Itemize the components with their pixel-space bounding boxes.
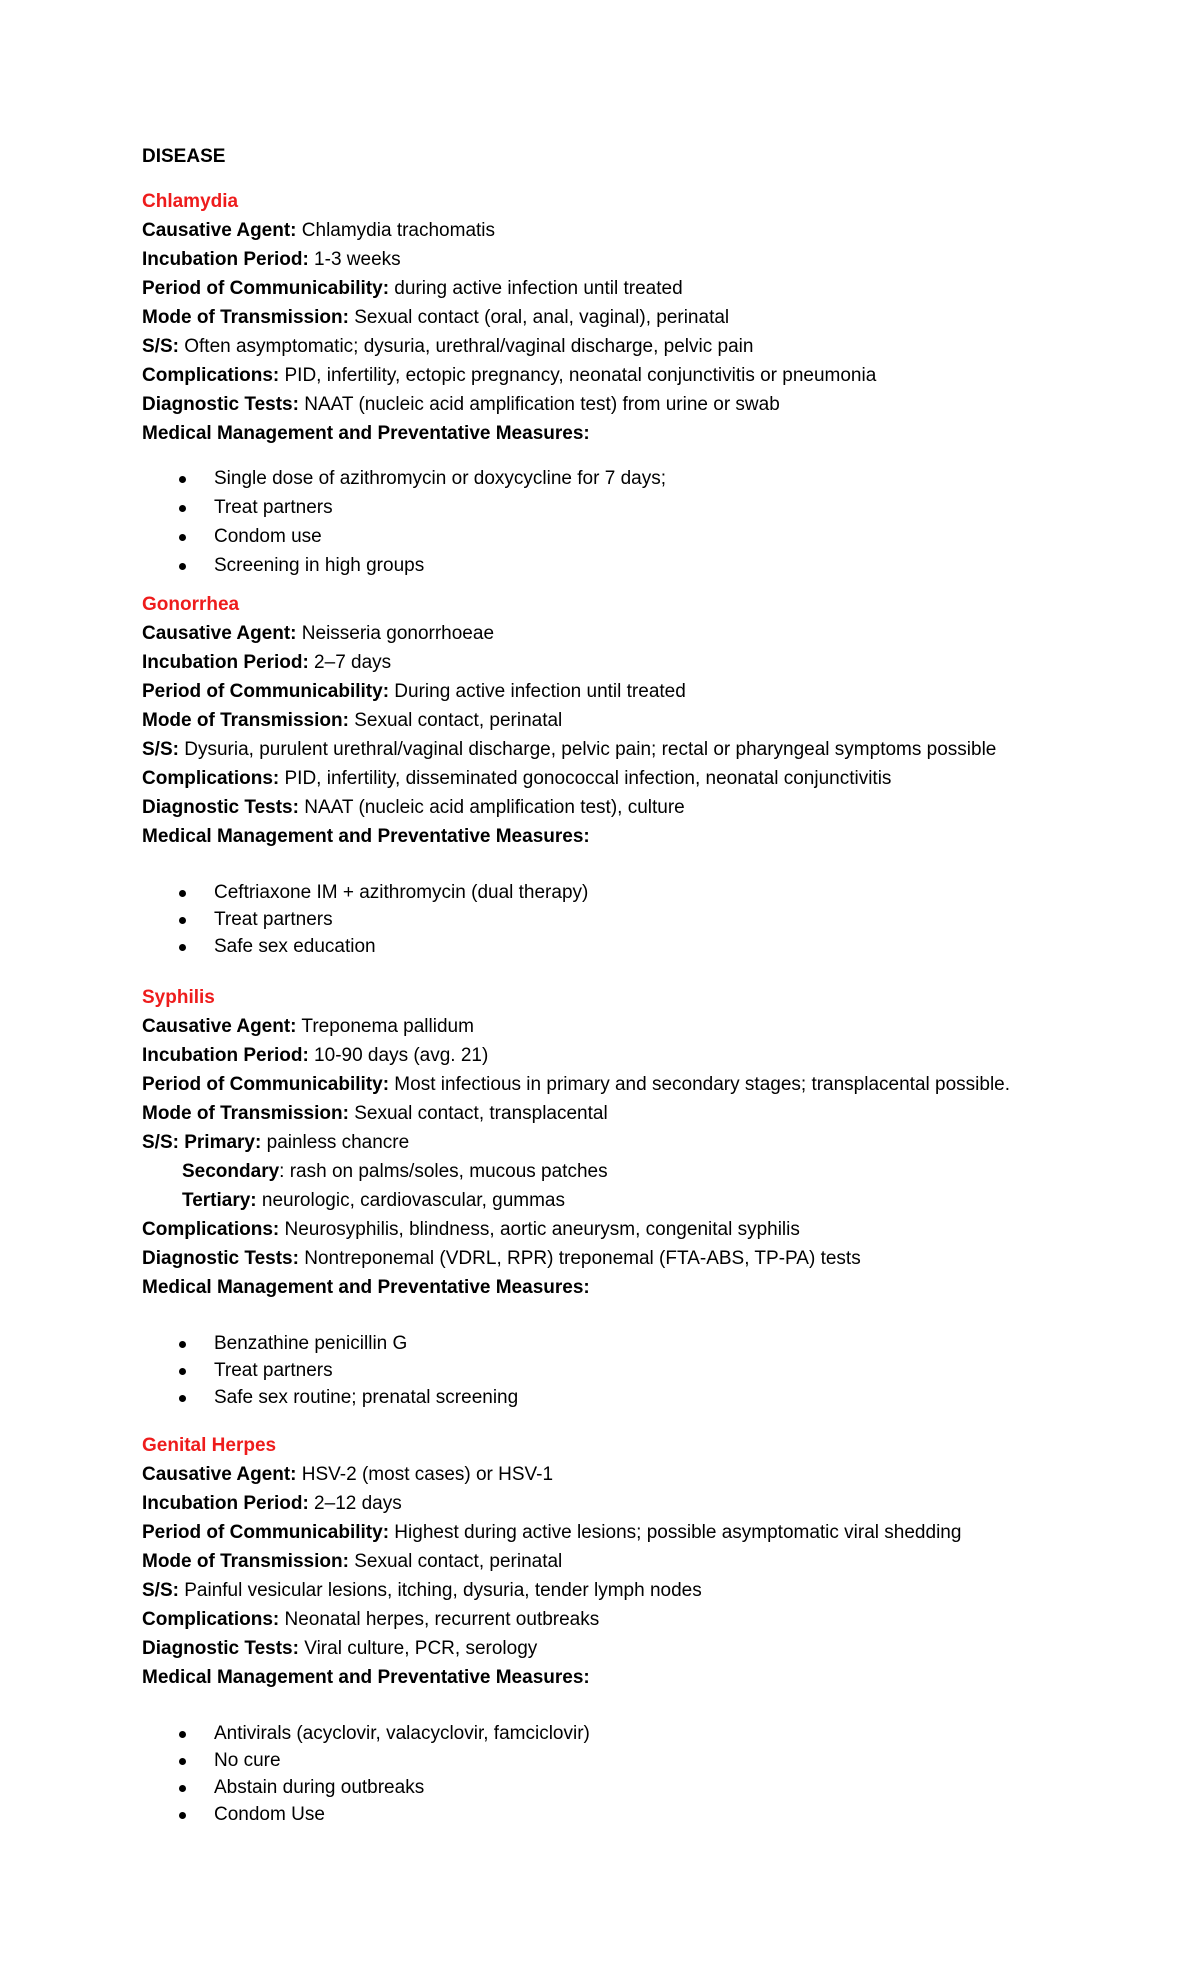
field-value: Often asymptomatic; dysuria, urethral/vaginal discharge, pelvic pain bbox=[178, 336, 754, 357]
diagnostic-tests-line bbox=[142, 390, 1142, 419]
list-item-text: Ceftriaxone IM + azithromycin (dual therapy) bbox=[214, 882, 589, 903]
field-label: Period of Communicability: bbox=[142, 1522, 390, 1543]
signs-symptoms-line bbox=[142, 332, 1142, 361]
field-label: Period of Communicability: bbox=[142, 681, 390, 702]
incubation-period-line bbox=[142, 648, 1142, 677]
field-label: Medical Management and Preventative Measures: bbox=[142, 423, 590, 444]
incubation-period-line bbox=[142, 245, 1142, 274]
list-item-text: Condom Use bbox=[214, 1804, 325, 1825]
field-label: S/S: bbox=[142, 1580, 179, 1601]
incubation-period-line bbox=[142, 1489, 1142, 1518]
list-item bbox=[142, 493, 1142, 522]
field-label: Incubation Period: bbox=[142, 1493, 309, 1514]
field-value: PID, infertility, ectopic pregnancy, neonatal conjunctivitis or pneumonia bbox=[279, 365, 877, 386]
complications-line bbox=[142, 1605, 1142, 1634]
list-item bbox=[142, 1357, 1142, 1384]
field-value: Dysuria, purulent urethral/vaginal discharge, pelvic pain; rectal or pharyngeal symptoms possible bbox=[178, 739, 997, 760]
field-label: Period of Communicability: bbox=[142, 278, 390, 299]
causative-agent-line bbox=[142, 1012, 1142, 1041]
field-value: Chlamydia trachomatis bbox=[296, 220, 496, 241]
incubation-period-line bbox=[142, 1041, 1142, 1070]
field-value: Sexual contact (oral, anal, vaginal), perinatal bbox=[348, 307, 730, 328]
transmission-line bbox=[142, 706, 1142, 735]
field-label: S/S: bbox=[142, 336, 179, 357]
list-item bbox=[142, 551, 1142, 580]
measures-list bbox=[142, 1330, 1142, 1411]
signs-symptoms-line bbox=[142, 1576, 1142, 1605]
list-item-text: Single dose of azithromycin or doxycycline for 7 days; bbox=[214, 468, 666, 489]
field-label: Medical Management and Preventative Measures: bbox=[142, 1277, 590, 1298]
bullet-icon bbox=[179, 1368, 186, 1375]
bullet-icon bbox=[179, 890, 186, 897]
list-item bbox=[142, 906, 1142, 933]
bullet-icon bbox=[179, 534, 186, 541]
field-value: Most infectious in primary and secondary stages; transplacental possible. bbox=[389, 1074, 1011, 1095]
list-item bbox=[142, 879, 1142, 906]
list-item-text: Treat partners bbox=[214, 909, 333, 930]
list-item-text: Abstain during outbreaks bbox=[214, 1777, 425, 1798]
field-label: Causative Agent: bbox=[142, 623, 297, 644]
field-value: PID, infertility, disseminated gonococcal infection, neonatal conjunctivitis bbox=[279, 768, 892, 789]
diagnostic-tests-line bbox=[142, 793, 1142, 822]
disease-section-genital-herpes bbox=[142, 1431, 1142, 1828]
measures-list bbox=[142, 464, 1142, 580]
field-value: : rash on palms/soles, mucous patches bbox=[279, 1161, 608, 1182]
bullet-icon bbox=[179, 1812, 186, 1819]
field-value: Sexual contact, transplacental bbox=[348, 1103, 608, 1124]
field-value: 10-90 days (avg. 21) bbox=[308, 1045, 489, 1066]
diagnostic-tests-line bbox=[142, 1244, 1142, 1273]
list-item-text: No cure bbox=[214, 1750, 281, 1771]
signs-symptoms-secondary-line bbox=[142, 1157, 1142, 1186]
list-item-text: Screening in high groups bbox=[214, 555, 425, 576]
measures-list bbox=[142, 1720, 1142, 1828]
field-label: Diagnostic Tests: bbox=[142, 394, 299, 415]
complications-line bbox=[142, 361, 1142, 390]
field-label: Causative Agent: bbox=[142, 220, 297, 241]
bullet-icon bbox=[179, 1785, 186, 1792]
list-item-text: Condom use bbox=[214, 526, 322, 547]
list-item-text: Treat partners bbox=[214, 497, 333, 518]
disease-section-chlamydia bbox=[142, 187, 1142, 580]
disease-section-syphilis bbox=[142, 983, 1142, 1411]
transmission-line bbox=[142, 303, 1142, 332]
field-label: Causative Agent: bbox=[142, 1464, 297, 1485]
field-value: Neurosyphilis, blindness, aortic aneurysm, congenital syphilis bbox=[279, 1219, 800, 1240]
stage-label: Tertiary: bbox=[182, 1190, 257, 1211]
signs-symptoms-primary-line bbox=[142, 1128, 1142, 1157]
field-label: Complications: bbox=[142, 1219, 280, 1240]
communicability-line bbox=[142, 274, 1142, 303]
field-value: Treponema pallidum bbox=[296, 1016, 474, 1037]
causative-agent-line bbox=[142, 1460, 1142, 1489]
bullet-icon bbox=[179, 563, 186, 570]
list-item bbox=[142, 1384, 1142, 1411]
measures-list bbox=[142, 879, 1142, 960]
causative-agent-line bbox=[142, 619, 1142, 648]
complications-line bbox=[142, 1215, 1142, 1244]
field-value: Neonatal herpes, recurrent outbreaks bbox=[279, 1609, 600, 1630]
field-value: Sexual contact, perinatal bbox=[348, 710, 563, 731]
disease-heading: Chlamydia bbox=[142, 191, 239, 212]
field-value: Highest during active lesions; possible asymptomatic viral shedding bbox=[389, 1522, 962, 1543]
management-heading bbox=[142, 1663, 1142, 1692]
field-value: Sexual contact, perinatal bbox=[348, 1551, 563, 1572]
disease-section-gonorrhea bbox=[142, 590, 1142, 960]
list-item bbox=[142, 464, 1142, 493]
bullet-icon bbox=[179, 476, 186, 483]
field-label: Period of Communicability: bbox=[142, 1074, 390, 1095]
list-item bbox=[142, 1720, 1142, 1747]
signs-symptoms-line bbox=[142, 735, 1142, 764]
list-item-text: Antivirals (acyclovir, valacyclovir, famciclovir) bbox=[214, 1723, 590, 1744]
field-label: S/S: bbox=[142, 739, 179, 760]
field-label: Diagnostic Tests: bbox=[142, 1248, 299, 1269]
field-label: Medical Management and Preventative Measures: bbox=[142, 826, 590, 847]
field-label: Complications: bbox=[142, 365, 280, 386]
bullet-icon bbox=[179, 917, 186, 924]
field-label: Diagnostic Tests: bbox=[142, 1638, 299, 1659]
list-item bbox=[142, 933, 1142, 960]
list-item bbox=[142, 522, 1142, 551]
field-label: Medical Management and Preventative Measures: bbox=[142, 1667, 590, 1688]
list-item-text: Safe sex education bbox=[214, 936, 376, 957]
list-item bbox=[142, 1774, 1142, 1801]
bullet-icon bbox=[179, 1341, 186, 1348]
transmission-line bbox=[142, 1099, 1142, 1128]
bullet-icon bbox=[179, 1758, 186, 1765]
list-item bbox=[142, 1801, 1142, 1828]
bullet-icon bbox=[179, 944, 186, 951]
field-label: Mode of Transmission: bbox=[142, 1103, 349, 1124]
field-label: Mode of Transmission: bbox=[142, 710, 349, 731]
disease-heading: Syphilis bbox=[142, 987, 215, 1008]
field-value: NAAT (nucleic acid amplification test), culture bbox=[298, 797, 685, 818]
field-label: Causative Agent: bbox=[142, 1016, 297, 1037]
stage-label: Primary: bbox=[184, 1132, 262, 1153]
list-item-text: Treat partners bbox=[214, 1360, 333, 1381]
field-value: HSV-2 (most cases) or HSV-1 bbox=[296, 1464, 554, 1485]
field-value: 2–12 days bbox=[308, 1493, 402, 1514]
list-item bbox=[142, 1747, 1142, 1774]
communicability-line bbox=[142, 677, 1142, 706]
bullet-icon bbox=[179, 505, 186, 512]
field-label: Complications: bbox=[142, 1609, 280, 1630]
bullet-icon bbox=[179, 1731, 186, 1738]
disease-heading: Gonorrhea bbox=[142, 594, 240, 615]
diagnostic-tests-line bbox=[142, 1634, 1142, 1663]
field-value: NAAT (nucleic acid amplification test) from urine or swab bbox=[298, 394, 780, 415]
causative-agent-line bbox=[142, 216, 1142, 245]
disease-heading: Genital Herpes bbox=[142, 1435, 277, 1456]
field-label: Diagnostic Tests: bbox=[142, 797, 299, 818]
field-value: during active infection until treated bbox=[389, 278, 683, 299]
field-label: Incubation Period: bbox=[142, 1045, 309, 1066]
field-value: painless chancre bbox=[261, 1132, 410, 1153]
field-value: 2–7 days bbox=[308, 652, 392, 673]
management-heading bbox=[142, 822, 1142, 851]
field-label: Mode of Transmission: bbox=[142, 1551, 349, 1572]
field-value: Painful vesicular lesions, itching, dysuria, tender lymph nodes bbox=[178, 1580, 702, 1601]
list-item-text: Benzathine penicillin G bbox=[214, 1333, 408, 1354]
field-value: Neisseria gonorrhoeae bbox=[296, 623, 495, 644]
field-value: Nontreponemal (VDRL, RPR) treponemal (FTA-ABS, TP-PA) tests bbox=[298, 1248, 861, 1269]
transmission-line bbox=[142, 1547, 1142, 1576]
stage-label: Secondary bbox=[182, 1161, 280, 1182]
management-heading bbox=[142, 419, 1142, 448]
field-value: 1-3 weeks bbox=[308, 249, 401, 270]
management-heading bbox=[142, 1273, 1142, 1302]
field-value: During active infection until treated bbox=[389, 681, 686, 702]
signs-symptoms-tertiary-line bbox=[142, 1186, 1142, 1215]
field-label: S/S: bbox=[142, 1132, 179, 1153]
field-label: Incubation Period: bbox=[142, 652, 309, 673]
field-value: Viral culture, PCR, serology bbox=[298, 1638, 538, 1659]
communicability-line bbox=[142, 1518, 1142, 1547]
list-item-text: Safe sex routine; prenatal screening bbox=[214, 1387, 519, 1408]
bullet-icon bbox=[179, 1395, 186, 1402]
field-label: Complications: bbox=[142, 768, 280, 789]
field-label: Incubation Period: bbox=[142, 249, 309, 270]
communicability-line bbox=[142, 1070, 1142, 1099]
list-item bbox=[142, 1330, 1142, 1357]
complications-line bbox=[142, 764, 1142, 793]
document-title: DISEASE bbox=[142, 146, 226, 167]
field-label: Mode of Transmission: bbox=[142, 307, 349, 328]
field-value: neurologic, cardiovascular, gummas bbox=[256, 1190, 565, 1211]
